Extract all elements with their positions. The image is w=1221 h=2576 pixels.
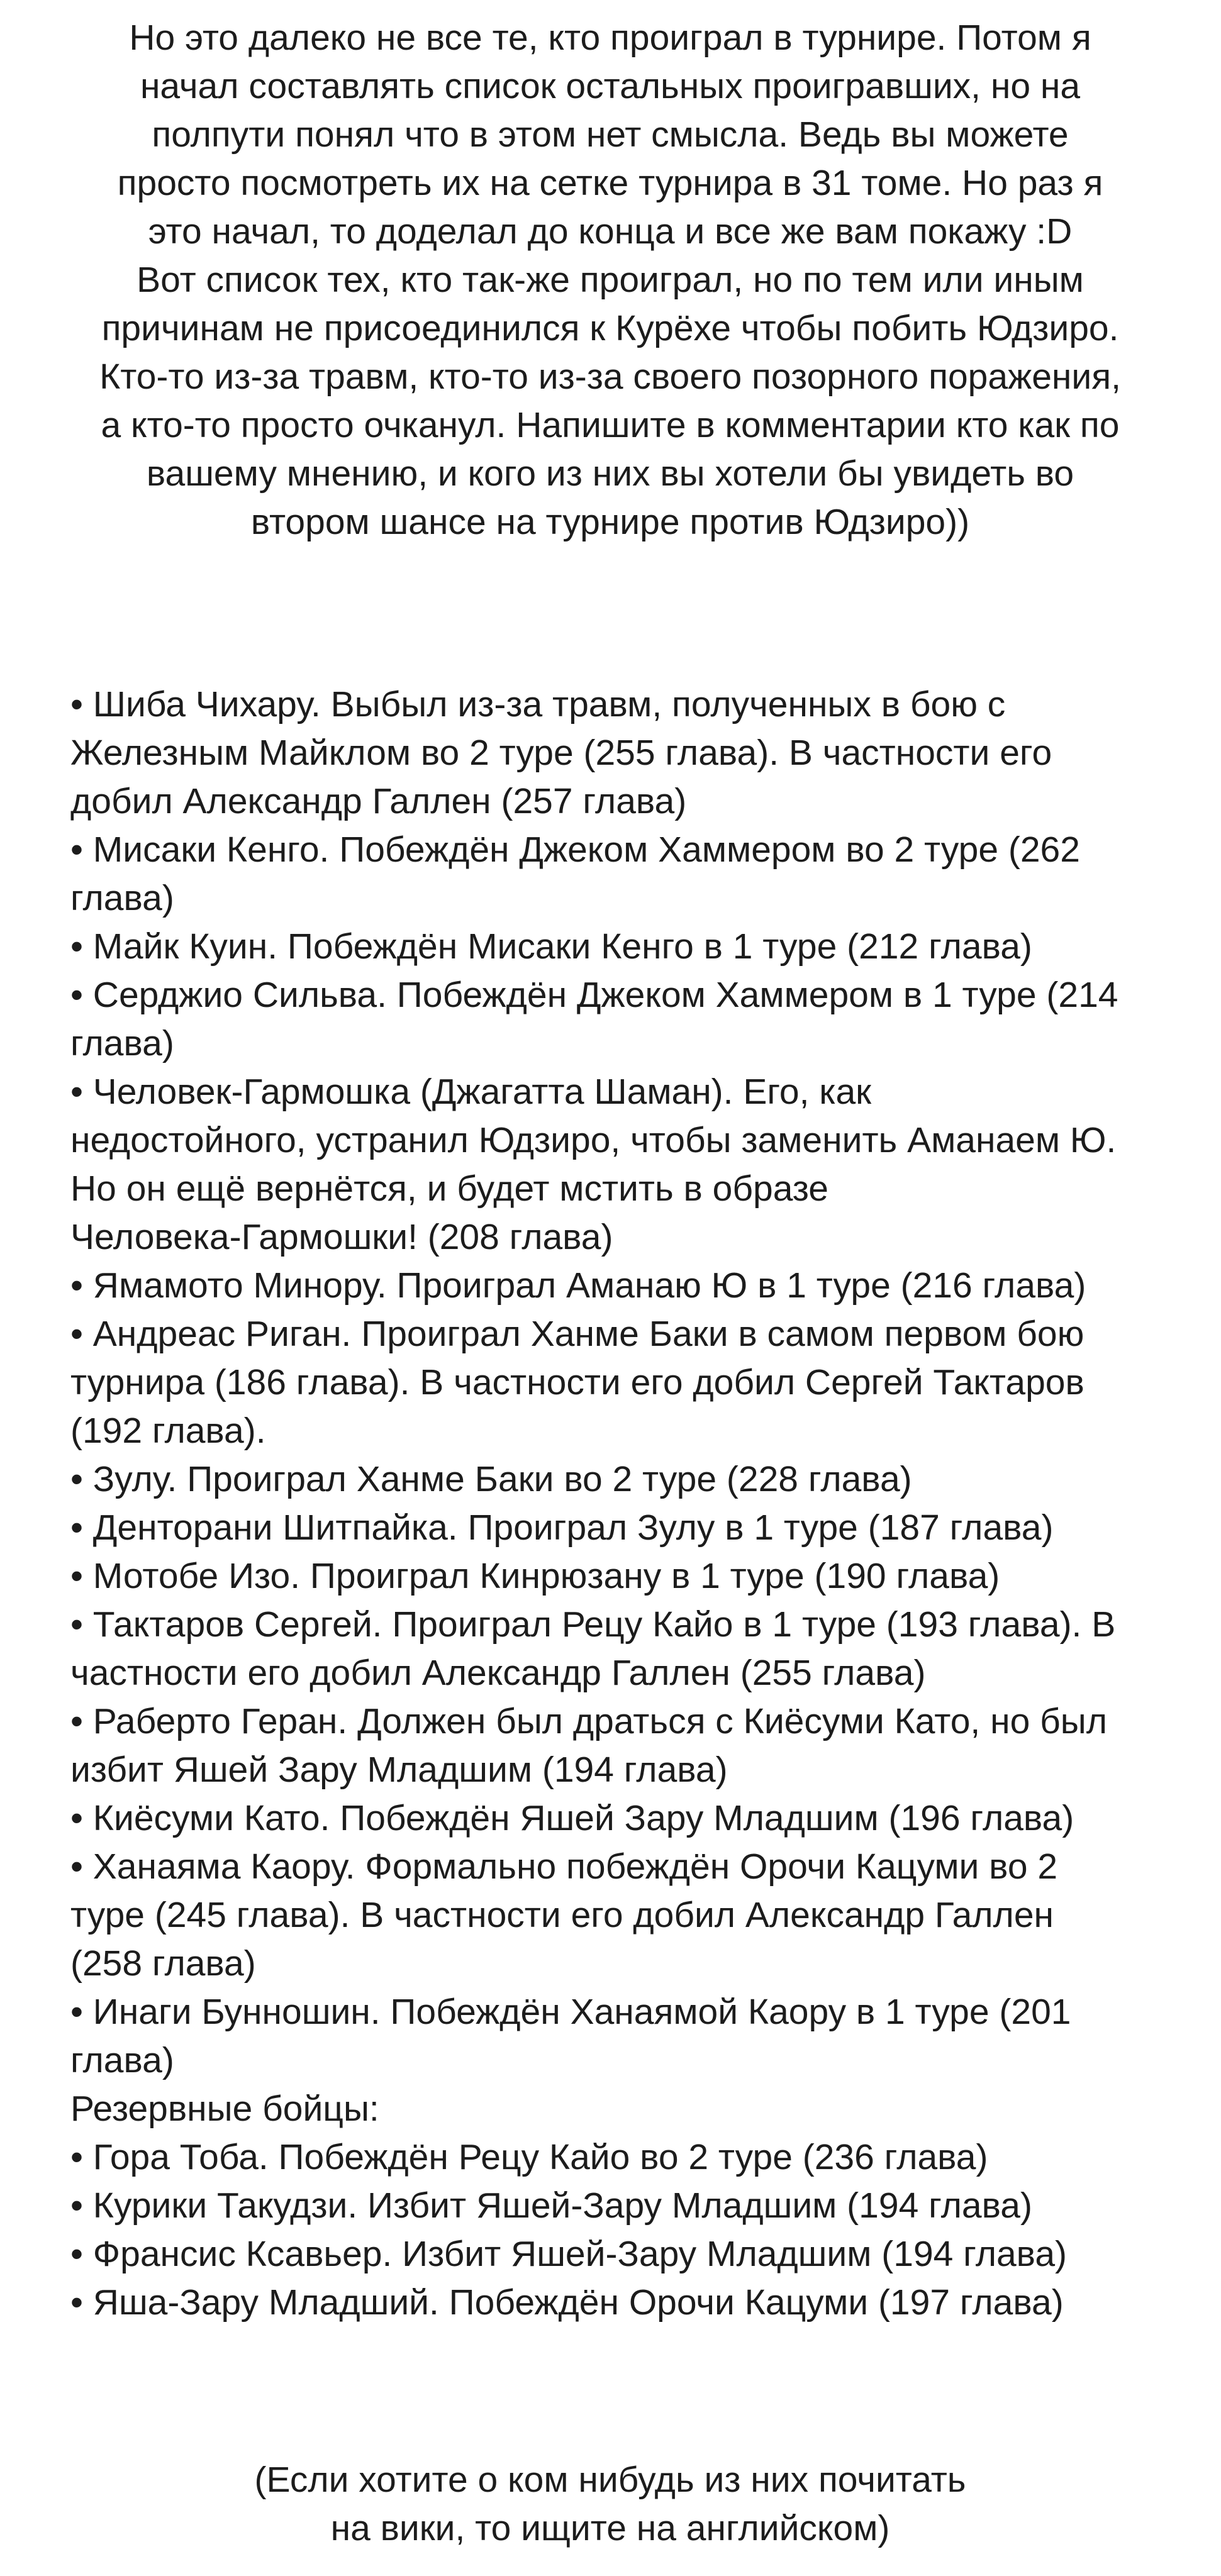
list-line: (192 глава). (70, 1411, 266, 1451)
list-line: • Курики Такудзи. Избит Яшей-Зару Младшим (194 глава) (70, 2185, 1032, 2226)
list-line: глава) (70, 2040, 174, 2080)
list-line: избит Яшей Зару Младшим (194 глава) (70, 1750, 728, 1790)
intro-line: вашему мнению, и кого из них вы хотели бы увидеть во (146, 453, 1074, 494)
list-line: • Инаги Бунношин. Побеждён Ханаямой Каору в 1 туре (201 (70, 1992, 1071, 2032)
list-line: Человека-Гармошки! (208 глава) (70, 1217, 613, 1257)
list-line: турнира (186 глава). В частности его добил Сергей Тактаров (70, 1362, 1084, 1402)
list-line: Но он ещё вернётся, и будет мстить в образе (70, 1169, 828, 1209)
list-line: • Шиба Чихару. Выбыл из-за травм, полученных в бою с (70, 684, 1006, 724)
list-line: туре (245 глава). В частности его добил Александр Галлен (70, 1895, 1054, 1935)
intro-paragraph (88, 14, 1132, 547)
reserve-heading: Резервные бойцы: (70, 2089, 379, 2129)
footer-line: на вики, то ищите на английском) (330, 2508, 890, 2548)
intro-line: это начал, то доделал до конца и все же вам покажу :D (148, 211, 1073, 252)
list-line: частности его добил Александр Галлен (255 глава) (70, 1653, 926, 1693)
list-line: • Серджио Сильва. Побеждён Джеком Хаммером в 1 туре (214 (70, 975, 1118, 1015)
losers-list (70, 680, 1165, 2327)
footer-note (88, 2456, 1132, 2553)
list-line: • Мисаки Кенго. Побеждён Джеком Хаммером во 2 туре (262 (70, 830, 1080, 870)
list-line: • Мотобе Изо. Проиграл Кинрюзану в 1 туре (190 глава) (70, 1556, 1000, 1596)
list-line: • Киёсуми Като. Побеждён Яшей Зару Младшим (196 глава) (70, 1798, 1074, 1838)
intro-line: Вот список тех, кто так-же проиграл, но по тем или иным (137, 260, 1084, 300)
list-line: • Раберто Геран. Должен был драться с Киёсуми Като, но был (70, 1701, 1107, 1741)
footer-line: (Если хотите о ком нибудь из них почитать (254, 2460, 966, 2500)
list-line: глава) (70, 1023, 174, 1063)
list-line: Железным Майклом во 2 туре (255 глава). В частности его (70, 733, 1052, 773)
list-line: • Ямамото Минору. Проиграл Аманаю Ю в 1 туре (216 глава) (70, 1265, 1086, 1306)
list-line: • Зулу. Проиграл Ханме Баки во 2 туре (228 глава) (70, 1459, 912, 1499)
intro-line: а кто-то просто очканул. Напишите в комментарии кто как по (101, 405, 1120, 445)
intro-line: втором шансе на турнире против Юдзиро)) (250, 502, 970, 542)
list-line: • Яша-Зару Младший. Побеждён Орочи Кацуми (197 глава) (70, 2282, 1064, 2323)
list-line: (258 глава) (70, 1943, 256, 1984)
list-line: • Франсис Ксавьер. Избит Яшей-Зару Младшим (194 глава) (70, 2234, 1068, 2274)
list-line: • Тактаров Сергей. Проиграл Рецу Кайо в 1 туре (193 глава). В (70, 1604, 1116, 1645)
list-line: • Денторани Шитпайка. Проиграл Зулу в 1 туре (187 глава) (70, 1507, 1054, 1548)
list-line: • Гора Тоба. Побеждён Рецу Кайо во 2 туре (236 глава) (70, 2137, 988, 2177)
list-line: недостойного, устранил Юдзиро, чтобы заменить Аманаем Ю. (70, 1120, 1117, 1160)
list-line: глава) (70, 878, 174, 918)
list-line: добил Александр Галлен (257 глава) (70, 781, 687, 821)
intro-line: просто посмотреть их на сетке турнира в 31 томе. Но раз я (117, 163, 1103, 203)
intro-line: начал составлять список остальных проигравших, но на (140, 66, 1081, 106)
intro-line: Но это далеко не все те, кто проиграл в турнире. Потом я (129, 18, 1091, 58)
intro-line: полпути понял что в этом нет смысла. Ведь вы можете (152, 114, 1069, 155)
intro-line: Кто-то из-за травм, кто-то из-за своего позорного поражения, (99, 357, 1121, 397)
intro-line: причинам не присоединился к Курёхе чтобы побить Юдзиро. (101, 308, 1119, 348)
list-line: • Андреас Риган. Проиграл Ханме Баки в самом первом бою (70, 1314, 1084, 1354)
list-line: • Ханаяма Каору. Формально побеждён Орочи Кацуми во 2 (70, 1846, 1058, 1887)
list-line: • Человек-Гармошка (Джагатта Шаман). Его, как (70, 1072, 872, 1112)
list-line: • Майк Куин. Побеждён Мисаки Кенго в 1 туре (212 глава) (70, 926, 1032, 967)
